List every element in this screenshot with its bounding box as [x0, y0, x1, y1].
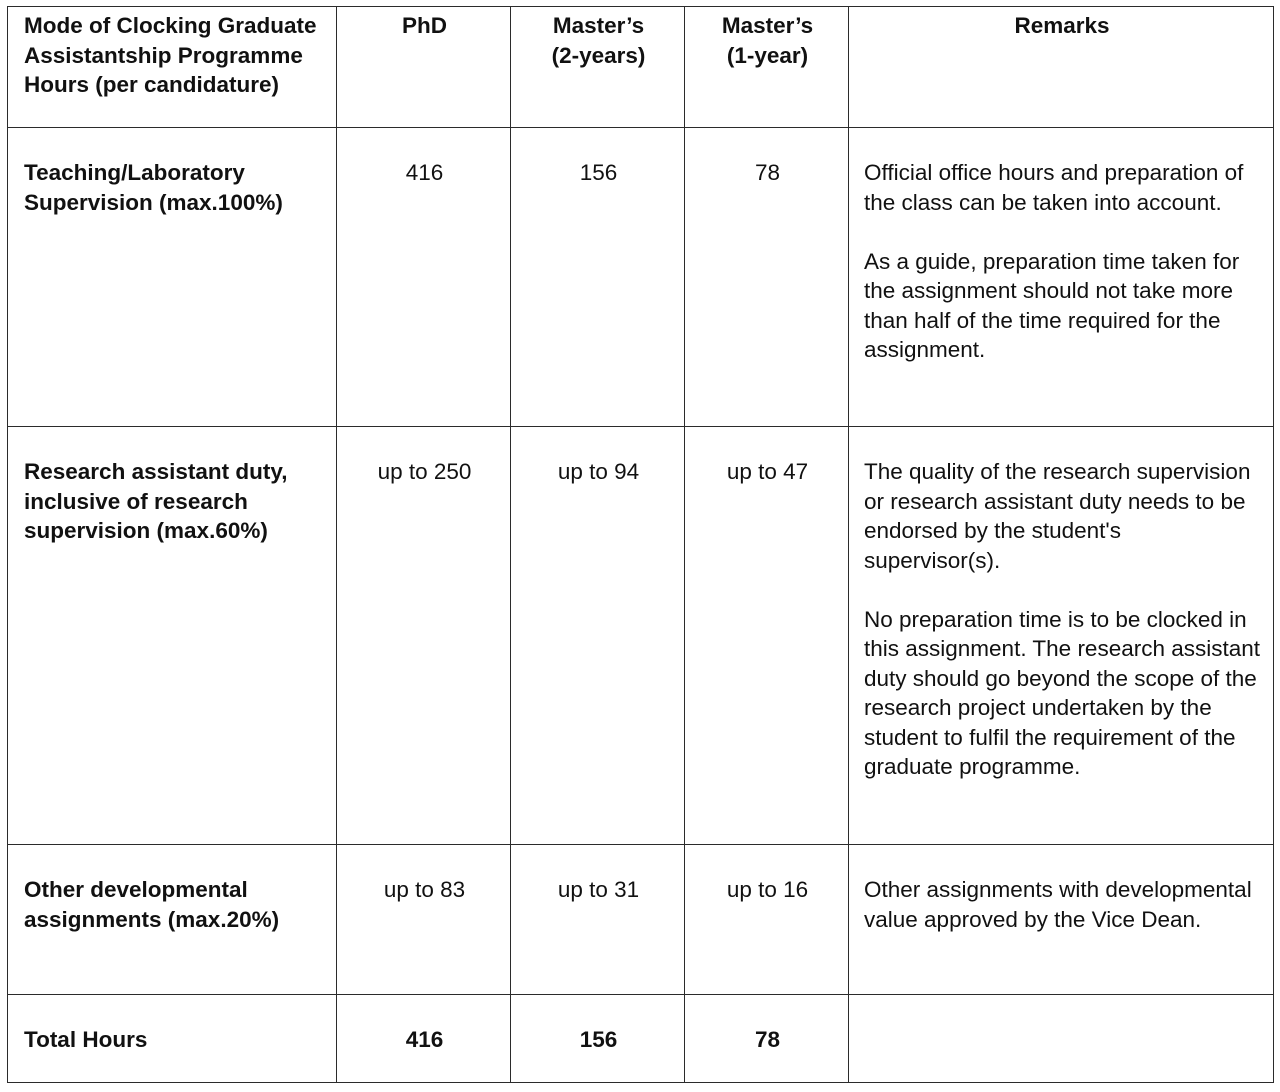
row-teaching-remark-1: Official office hours and preparation of the class can be taken into account.: [864, 160, 1244, 215]
header-masters-1-year: [685, 7, 849, 128]
row-research-phd-value: up to 250: [377, 459, 472, 484]
row-total-label-cell: [8, 995, 337, 1083]
row-developmental-phd-value: up to 83: [383, 877, 466, 902]
table-row-research: [8, 427, 1274, 845]
header-masters-1-year-line2: (1-year): [726, 42, 809, 68]
row-developmental-masters-2-years-value: up to 31: [557, 877, 640, 902]
row-teaching-phd: [337, 128, 511, 427]
row-teaching-remark-2: As a guide, preparation time taken for the assignment should not take more than half of the time required for the assignment.: [864, 248, 1240, 362]
row-research-mode-label: Research assistant duty, inclusive of research supervision (max.60%): [24, 459, 288, 543]
row-teaching-mode: [8, 128, 337, 427]
row-developmental-masters-1-year-value: up to 16: [726, 877, 809, 902]
header-masters-2-years: [511, 7, 685, 128]
header-masters-2-years-label: [511, 7, 684, 76]
header-phd: [337, 7, 511, 128]
row-developmental-phd: [337, 845, 511, 995]
row-research-masters-2-years-value: up to 94: [557, 459, 640, 484]
header-remarks-label: Remarks: [1014, 13, 1110, 38]
header-masters-1-year-label: [685, 7, 848, 76]
row-teaching-mode-label: Teaching/Laboratory Supervision (max.100%): [24, 160, 283, 215]
header-remarks: [849, 7, 1274, 128]
row-teaching-masters-2-years: [511, 128, 685, 427]
row-total-masters-1-year: [685, 995, 849, 1083]
row-teaching-phd-value: 416: [405, 160, 444, 185]
header-masters-2-years-line2: (2-years): [551, 42, 646, 68]
header-masters-2-years-line1: Master’s: [552, 13, 645, 38]
row-total-phd: [337, 995, 511, 1083]
row-developmental-mode: [8, 845, 337, 995]
row-developmental-masters-2-years: [511, 845, 685, 995]
table-row-total: [8, 995, 1274, 1083]
row-developmental-mode-label: Other developmental assignments (max.20%): [24, 877, 280, 932]
row-research-masters-1-year-value: up to 47: [726, 459, 809, 484]
row-research-remark-1: The quality of the research supervision or research assistant duty needs to be endorsed by the student's supervisor(s).: [864, 459, 1251, 573]
row-research-mode: [8, 427, 337, 845]
row-total-masters-1-year-value: 78: [754, 1027, 781, 1052]
row-total-phd-value: 416: [405, 1027, 444, 1052]
header-mode-label: Mode of Clocking Graduate Assistantship Programme Hours (per candidature): [24, 13, 317, 97]
row-developmental-remark-1: Other assignments with developmental value approved by the Vice Dean.: [864, 877, 1252, 932]
header-row: [8, 7, 1274, 128]
row-teaching-masters-1-year-value: 78: [754, 160, 781, 185]
table-row-developmental: [8, 845, 1274, 995]
row-total-masters-2-years: [511, 995, 685, 1083]
row-total-masters-2-years-value: 156: [579, 1027, 618, 1052]
row-teaching-masters-1-year: [685, 128, 849, 427]
row-teaching-masters-2-years-value: 156: [579, 160, 618, 185]
row-developmental-remarks: [849, 845, 1274, 995]
row-research-remark-2: No preparation time is to be clocked in this assignment. The research assistant duty should go beyond the scope of the research project undertaken by the student to fulfil the requirement of the graduate programme.: [864, 606, 1261, 779]
header-masters-1-year-line1: Master’s: [721, 13, 814, 38]
row-research-phd: [337, 427, 511, 845]
row-research-masters-1-year: [685, 427, 849, 845]
row-research-masters-2-years: [511, 427, 685, 845]
graduate-assistantship-hours-table: [7, 6, 1274, 1083]
row-developmental-masters-1-year: [685, 845, 849, 995]
row-total-remarks-value: [849, 995, 1273, 1031]
header-mode: [8, 7, 337, 128]
row-teaching-remarks: [849, 128, 1274, 427]
table-row-teaching: [8, 128, 1274, 427]
header-phd-label: PhD: [402, 13, 447, 38]
row-research-remarks: [849, 427, 1274, 845]
row-total-label: Total Hours: [24, 1027, 148, 1052]
row-total-remarks: [849, 995, 1274, 1083]
